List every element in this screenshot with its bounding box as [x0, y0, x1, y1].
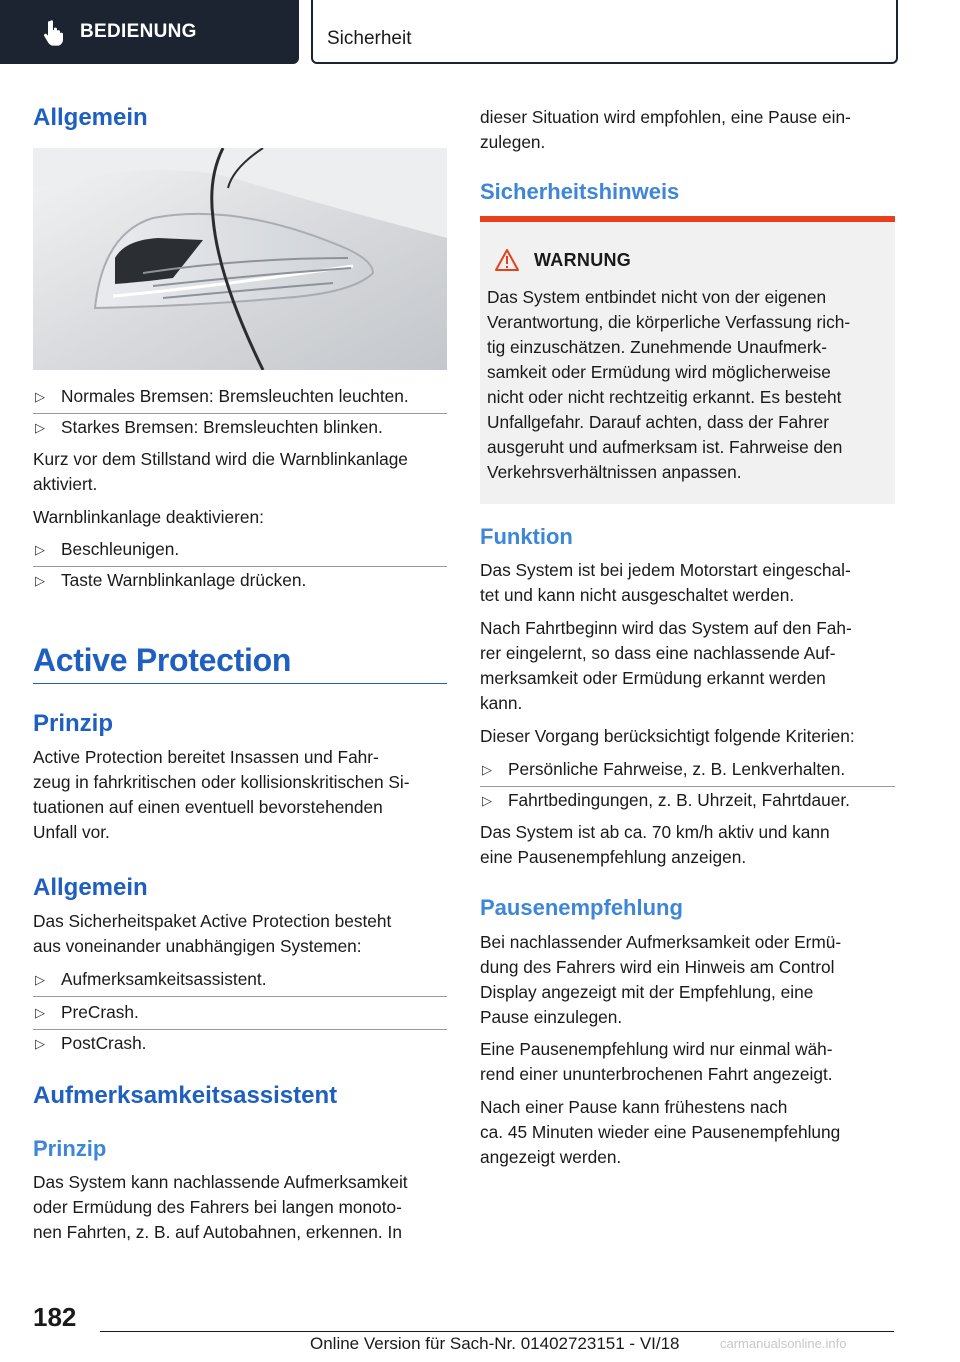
section-label: BEDIENUNG: [80, 21, 197, 42]
paragraph-line: rer eingelernt, so dass eine nachlassende Auf-: [480, 643, 836, 663]
warning-text-line: Das System entbindet nicht von der eigenen: [487, 287, 827, 307]
paragraph-line: Dieser Vorgang berücksichtigt folgende Kriterien:: [480, 726, 855, 746]
paragraph-line: oder Ermüdung des Fahrers bei langen monoto-: [33, 1197, 402, 1217]
paragraph-line: Eine Pausenempfehlung wird nur einmal wäh-: [480, 1039, 833, 1059]
paragraph-line: zulegen.: [480, 132, 546, 152]
paragraph-line: Nach Fahrtbeginn wird das System auf den Fah-: [480, 618, 852, 638]
triangle-bullet-icon: ▷: [35, 420, 45, 435]
triangle-bullet-icon: ▷: [482, 793, 492, 808]
paragraph-line: Das Sicherheitspaket Active Protection besteht: [33, 911, 392, 931]
list-item: ▷ Aufmerksamkeitsassistent.: [33, 967, 447, 992]
triangle-bullet-icon: ▷: [35, 1036, 45, 1051]
paragraph-line: Das System ist ab ca. 70 km/h aktiv und kann: [480, 822, 830, 842]
heading-pausenempfehlung: Pausenempfehlung: [480, 895, 683, 920]
warning-text-line: nicht oder nicht rechtzeitig erkannt. Es besteht: [487, 387, 842, 407]
warning-text-line: samkeit oder Ermüdung wird möglicherweise: [487, 362, 831, 382]
hand-pointer-icon: [40, 18, 68, 46]
list-item: ▷ Persönliche Fahrweise, z. B. Lenkverhalten.: [480, 757, 895, 782]
triangle-bullet-icon: ▷: [35, 972, 45, 987]
chapter-heading: Active Protection: [33, 642, 292, 678]
list-item: ▷ Normales Bremsen: Bremsleuchten leuchten.: [33, 384, 447, 409]
online-version-note: Online Version für Sach-Nr. 01402723151 - VI/18: [310, 1334, 680, 1353]
warning-text-line: Verkehrsverhältnissen anpassen.: [487, 462, 742, 482]
warning-text-line: Unfallgefahr. Darauf achten, dass der Fahrer: [487, 412, 829, 432]
paragraph-line: Das System ist bei jedem Motorstart eingeschal-: [480, 560, 851, 580]
paragraph-line: tuationen auf einen eventuell bevorstehenden: [33, 797, 383, 817]
paragraph-line: Pause einzulegen.: [480, 1007, 623, 1027]
list-item: ▷ PreCrash.: [33, 1000, 447, 1025]
list-item: ▷ Beschleunigen.: [33, 537, 447, 562]
paragraph-line: tet und kann nicht ausgeschaltet werden.: [480, 585, 795, 605]
paragraph-line: Warnblinkanlage deaktivieren:: [33, 507, 264, 527]
warning-header: [494, 248, 631, 272]
footer-rule: [100, 1331, 894, 1332]
paragraph-line: Nach einer Pause kann frühestens nach: [480, 1097, 788, 1117]
chapter-tab: [311, 0, 898, 64]
triangle-bullet-icon: ▷: [35, 1005, 45, 1020]
triangle-bullet-icon: ▷: [35, 389, 45, 404]
list-item: ▷ PostCrash.: [33, 1031, 447, 1056]
paragraph-line: dieser Situation wird empfohlen, eine Pause ein-: [480, 107, 851, 127]
paragraph-line: nen Fahrten, z. B. auf Autobahnen, erkennen. In: [33, 1222, 402, 1242]
heading-rule: [33, 683, 447, 684]
watermark: carmanualsonline.info: [720, 1336, 847, 1351]
warning-box: [480, 216, 895, 504]
heading-aufmerksamkeitsassistent: Aufmerksamkeitsassistent: [33, 1082, 338, 1109]
list-item: ▷ Taste Warnblinkanlage drücken.: [33, 568, 447, 593]
warning-text-line: Verantwortung, die körperliche Verfassung rich-: [487, 312, 851, 332]
heading-sicherheitshinweis: Sicherheitshinweis: [480, 179, 680, 204]
warning-text-line: ausgeruht und aufmerksam ist. Fahrweise den: [487, 437, 843, 457]
tail-light-image: [33, 148, 447, 370]
paragraph-line: eine Pausenempfehlung anzeigen.: [480, 847, 747, 867]
paragraph-line: ca. 45 Minuten wieder eine Pausenempfehlung: [480, 1122, 841, 1142]
heading-funktion: Funktion: [480, 524, 573, 549]
heading-prinzip-2: Prinzip: [33, 1136, 107, 1161]
paragraph-line: merksamkeit oder Ermüdung erkannt werden: [480, 668, 826, 688]
paragraph-line: dung des Fahrers wird ein Hinweis am Control: [480, 957, 835, 977]
warning-label: WARNUNG: [534, 249, 632, 270]
triangle-bullet-icon: ▷: [35, 573, 45, 588]
warning-triangle-icon: [494, 248, 520, 272]
heading-prinzip: Prinzip: [33, 710, 114, 737]
paragraph-line: Unfall vor.: [33, 822, 110, 842]
list-item: ▷ Starkes Bremsen: Bremsleuchten blinken.: [33, 415, 447, 440]
triangle-bullet-icon: ▷: [35, 542, 45, 557]
triangle-bullet-icon: ▷: [482, 762, 492, 777]
paragraph-line: kann.: [480, 693, 523, 713]
warning-text-line: tig einzuschätzen. Zunehmende Unaufmerk-: [487, 337, 828, 357]
paragraph-line: Display angezeigt mit der Empfehlung, eine: [480, 982, 814, 1002]
paragraph-line: rend einer ununterbrochenen Fahrt angezeigt.: [480, 1064, 833, 1084]
paragraph-line: Kurz vor dem Stillstand wird die Warnblinkanlage: [33, 449, 408, 469]
chapter-title: Sicherheit: [327, 28, 412, 49]
paragraph-line: angezeigt werden.: [480, 1147, 622, 1167]
heading-allgemein-2: Allgemein: [33, 874, 148, 901]
heading-allgemein: Allgemein: [33, 104, 148, 131]
paragraph-line: zeug in fahrkritischen oder kollisionskritischen Si-: [33, 772, 410, 792]
paragraph-line: Bei nachlassender Aufmerksamkeit oder Ermü-: [480, 932, 842, 952]
paragraph-line: Das System kann nachlassende Aufmerksamkeit: [33, 1172, 408, 1192]
list-item: ▷ Fahrtbedingungen, z. B. Uhrzeit, Fahrtdauer.: [480, 788, 895, 813]
paragraph-line: aktiviert.: [33, 474, 98, 494]
paragraph-line: Active Protection bereitet Insassen und Fahr-: [33, 747, 379, 767]
section-tab: [0, 0, 299, 64]
paragraph-line: aus voneinander unabhängigen Systemen:: [33, 936, 362, 956]
page-number: 182: [33, 1302, 77, 1332]
